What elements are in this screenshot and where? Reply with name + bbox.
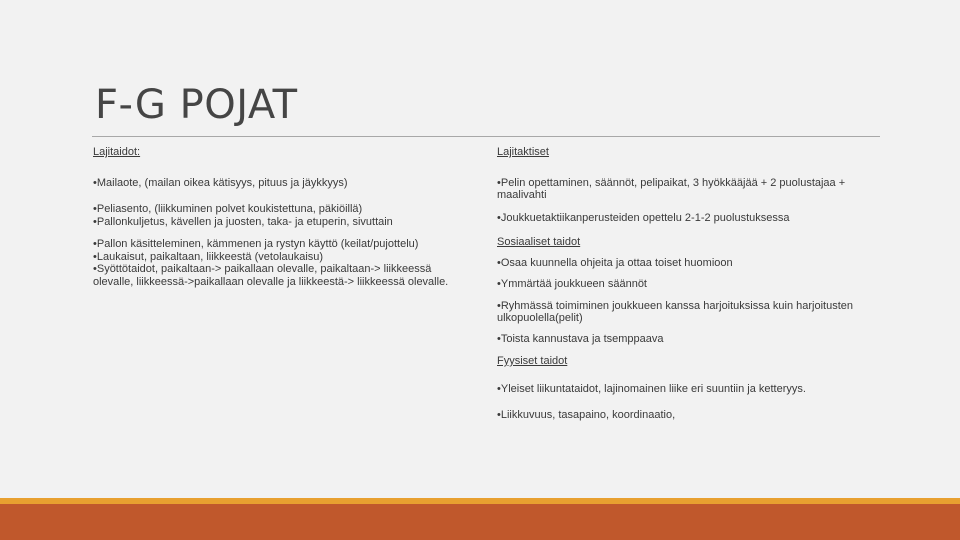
list-item: •Pallonkuljetus, kävellen ja juosten, taka- ja etuperin, sivuttain — [93, 215, 393, 228]
list-item: •Ryhmässä toimiminen joukkueen kanssa harjoituksissa kuin harjoitusten ulkopuolella(pelit) — [497, 299, 854, 324]
list-item: •Osaa kuunnella ohjeita ja ottaa toiset huomioon — [497, 256, 733, 269]
sosiaaliset-heading: Sosiaaliset taidot — [497, 236, 581, 248]
list-item: •Liikkuvuus, tasapaino, koordinaatio, — [497, 409, 676, 421]
list-item: •Ymmärtää joukkueen säännöt — [497, 278, 647, 290]
lajitaidot-heading: Lajitaidot: — [93, 146, 141, 158]
list-item: •Pallon käsitteleminen, kämmenen ja rystyn käyttö (keilat/pujottelu) — [93, 238, 419, 250]
title-divider — [92, 136, 880, 137]
list-item: •Syöttötaidot, paikaltaan-> paikallaan olevalle, paikaltaan-> liikkeessä olevalle, liikkeessä->paikallaan olevalle ja liikkeestä-> liikkeessä olevalle. — [93, 263, 449, 288]
footer-bar — [0, 504, 960, 540]
left-column — [93, 146, 463, 288]
list-item: •Pelin opettaminen, säännöt, pelipaikat, 3 hyökkääjää + 2 puolustajaa + maalivahti — [497, 176, 846, 201]
list-item: •Peliasento, (liikkuminen polvet koukistettuna, päkiöillä) — [93, 203, 363, 215]
list-item: •Laukaisut, paikaltaan, liikkeestä (vetolaukaisu) — [93, 250, 324, 263]
right-column — [497, 146, 877, 422]
list-item: •Mailaote, (mailan oikea kätisyys, pituus ja jäykkyys) — [93, 176, 348, 189]
list-item: •Joukkuetaktiikanperusteiden opettelu 2-1-2 puolustuksessa — [497, 211, 790, 224]
list-item: •Yleiset liikuntataidot, lajinomainen liike eri suuntiin ja ketteryys. — [497, 382, 806, 395]
lajitaktiset-heading: Lajitaktiset — [497, 146, 549, 158]
list-item: •Toista kannustava ja tsemppaava — [497, 332, 664, 345]
fyysiset-heading: Fyysiset taidot — [497, 355, 568, 367]
page-title: F-G POJAT — [95, 82, 298, 128]
